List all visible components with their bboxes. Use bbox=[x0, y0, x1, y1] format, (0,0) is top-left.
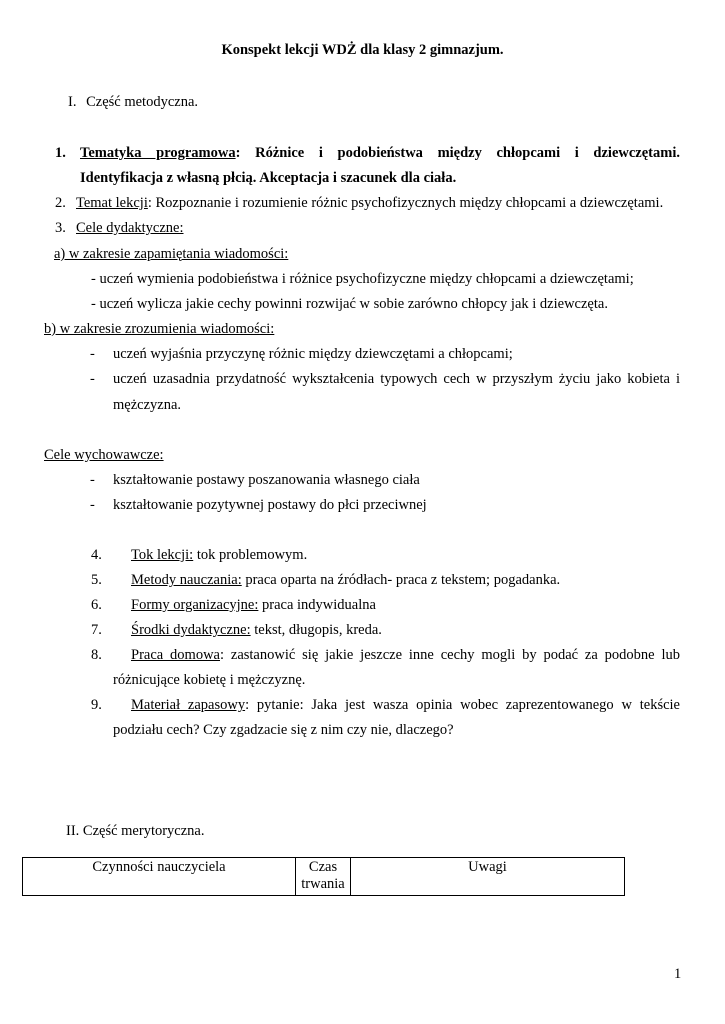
section-b-dash-1: - bbox=[90, 346, 95, 362]
item-2-label: Temat lekcji bbox=[76, 195, 148, 211]
item-6-text: praca indywidualna bbox=[258, 597, 376, 613]
item-5-label: Metody nauczania: bbox=[131, 572, 242, 588]
cele-wych-dash-1: - bbox=[90, 472, 95, 488]
item-8-number: 8. bbox=[91, 647, 102, 663]
table-header-czynnosci: Czynności nauczyciela bbox=[23, 858, 296, 896]
item-4-label: Tok lekcji: bbox=[131, 547, 194, 563]
item-9-number: 9. bbox=[91, 697, 102, 713]
section-b-heading: b) w zakresie zrozumienia wiadomości: bbox=[44, 321, 275, 337]
item-7-line bbox=[131, 622, 382, 639]
section-b-bullet-2-line1: uczeń uzasadnia przydatność wykształcenia typowych cech w przyszłym życiu jako kobieta i bbox=[113, 371, 680, 387]
item-8-label: Praca domowa bbox=[131, 647, 220, 663]
item-3-label: Cele dydaktyczne: bbox=[76, 220, 184, 236]
item-7-text: tekst, długopis, kreda. bbox=[250, 622, 382, 638]
cele-wychowawcze-heading: Cele wychowawcze: bbox=[44, 447, 164, 463]
item-1-number: 1. bbox=[55, 145, 66, 161]
item-1-text-line1: Różnice i podobieństwa między chłopcami i dziewczętami. bbox=[255, 145, 680, 161]
item-9-line1 bbox=[131, 697, 680, 714]
item-6-number: 6. bbox=[91, 597, 102, 613]
section-a-bullet-2: - uczeń wylicza jakie cechy powinni rozwijać w sobie zarówno chłopcy jak i dziewczęta. bbox=[91, 296, 608, 312]
item-1-label: Tematyka programowa bbox=[80, 145, 236, 161]
item-5-text: praca oparta na źródłach- praca z tekstem; pogadanka. bbox=[241, 572, 561, 588]
section-b-bullet-2-line2: mężczyzna. bbox=[113, 397, 182, 413]
item-6-label: Formy organizacyjne: bbox=[131, 597, 259, 613]
item-1-colon: : bbox=[235, 145, 241, 161]
item-8-line1 bbox=[131, 647, 680, 664]
item-8-text-line2: różnicujące kobietę i mężczyznę. bbox=[113, 672, 306, 688]
item-9-text-line1: : pytanie: Jaka jest wasza opinia wobec zaprezentowanego w tekście bbox=[245, 697, 680, 713]
cele-wych-dash-2: - bbox=[90, 497, 95, 513]
item-2-text: : Rozpoznanie i rozumienie różnic psychofizycznych między chłopcami a dziewczętami. bbox=[147, 195, 664, 211]
page-number: 1 bbox=[674, 966, 682, 982]
section-a-bullet-1: - uczeń wymienia podobieństwa i różnice psychofizyczne między chłopcami a dziewczętami; bbox=[91, 271, 634, 287]
section-b-bullet-1: uczeń wyjaśnia przyczynę różnic między dziewczętami a chłopcami; bbox=[113, 346, 513, 362]
item-8-text-line1: : zastanowić się jakie jeszcze inne cechy mogli by podać za podobne lub bbox=[220, 647, 680, 663]
item-7-number: 7. bbox=[91, 622, 102, 638]
item-1-text-line2: Identyfikacja z własną płcią. Akceptacja i szacunek dla ciała. bbox=[80, 170, 457, 186]
item-4-number: 4. bbox=[91, 547, 102, 563]
item-4-line bbox=[131, 547, 307, 564]
item-5-number: 5. bbox=[91, 572, 102, 588]
item-1-line1 bbox=[80, 145, 680, 162]
table-header-uwagi: Uwagi bbox=[351, 858, 625, 896]
lesson-table bbox=[22, 857, 625, 896]
cele-wych-item-2: kształtowanie pozytywnej postawy do płci przeciwnej bbox=[113, 497, 427, 513]
item-3-number: 3. bbox=[55, 220, 66, 236]
item-4-text: tok problemowym. bbox=[193, 547, 308, 563]
table-header-row bbox=[23, 858, 625, 896]
section-a-heading: a) w zakresie zapamiętania wiadomości: bbox=[54, 246, 289, 262]
item-2-line bbox=[76, 195, 663, 212]
part-1-label: Część metodyczna. bbox=[86, 94, 199, 110]
item-2-number: 2. bbox=[55, 195, 66, 211]
item-9-label: Materiał zapasowy bbox=[131, 697, 246, 713]
cele-wych-item-1: kształtowanie postawy poszanowania własnego ciała bbox=[113, 472, 420, 488]
part-1-heading bbox=[68, 94, 198, 111]
item-6-line bbox=[131, 597, 376, 614]
item-5-line bbox=[131, 572, 560, 589]
item-7-label: Środki dydaktyczne: bbox=[131, 622, 251, 638]
table-header-czas: Czas trwania bbox=[296, 858, 351, 896]
section-b-dash-2: - bbox=[90, 371, 95, 387]
part-1-number: I. bbox=[68, 94, 77, 110]
item-9-text-line2: podziału cech? Czy zgadzacie się z nim czy nie, dlaczego? bbox=[113, 722, 454, 738]
part-2-heading: II. Część merytoryczna. bbox=[66, 823, 205, 839]
document-title: Konspekt lekcji WDŻ dla klasy 2 gimnazjum. bbox=[221, 42, 504, 58]
